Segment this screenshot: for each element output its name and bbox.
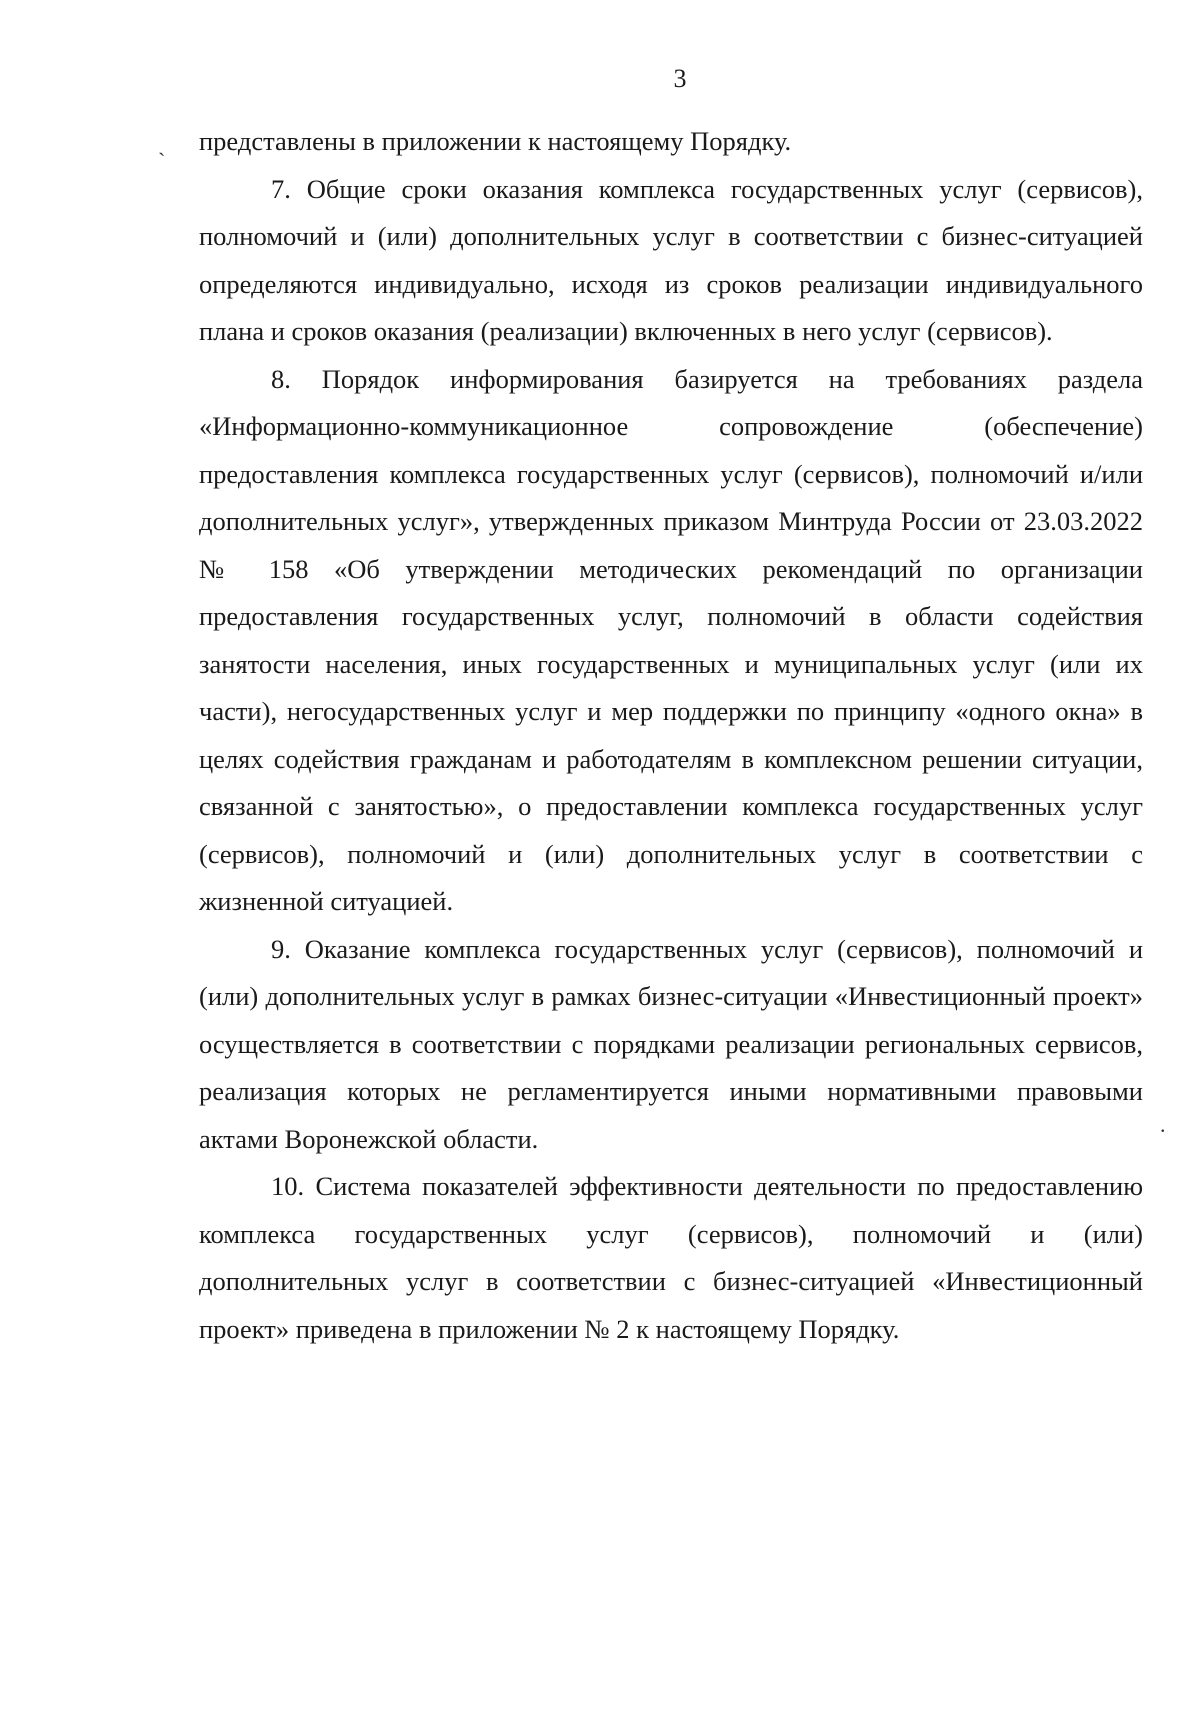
paragraph-7: 7. Общие сроки оказания комплекса государственных услуг (сервисов), полномочий и (или) дополнительных услуг в соответствии с бизнес-ситуацией определяются индивидуально, исходя из сроков реализации индивидуального плана и сроков оказания (реализации) включенных в него услуг (сервисов). (199, 173, 1143, 346)
scan-artifact-mark: ˎ (158, 131, 166, 156)
page-number: 3 (673, 64, 687, 93)
document-body (199, 118, 1143, 1353)
scan-artifact-mark: . (1160, 1112, 1166, 1137)
paragraph-8: 8. Порядок информирования базируется на требованиях раздела «Информационно-коммуникационное сопровождение (обеспечение) предоставления комплекса государственных услуг (сервисов), полномочий и/или дополнительных услуг», утвержденных приказом Минтруда России от 23.03.2022 № 158 «Об утверждении методических рекомендаций по организации предоставления государственных услуг, полномочий в области содействия занятости населения, иных государственных и муниципальных услуг (или их части), негосударственных услуг и мер поддержки по принципу «одного окна» в целях содействия гражданам и работодателям в комплексном решении ситуации, связанной с занятостью», о предоставлении комплекса государственных услуг (сервисов), полномочий и (или) дополнительных услуг в соответствии с жизненной ситуацией. (199, 363, 1143, 916)
paragraph-continuation: представлены в приложении к настоящему Порядку. (199, 126, 792, 156)
paragraph-10: 10. Система показателей эффективности деятельности по предоставлению комплекса государственных услуг (сервисов), полномочий и (или) дополнительных услуг в соответствии с бизнес-ситуацией «Инвестиционный проект» приведена в приложении № 2 к настоящему Порядку. (199, 1171, 1143, 1344)
paragraph-9: 9. Оказание комплекса государственных услуг (сервисов), полномочий и (или) дополнительных услуг в рамках бизнес-ситуации «Инвестиционный проект» осуществляется в соответствии с порядками реализации региональных сервисов, реализация которых не регламентируется иными нормативными правовыми актами Воронежской области. (199, 933, 1143, 1154)
